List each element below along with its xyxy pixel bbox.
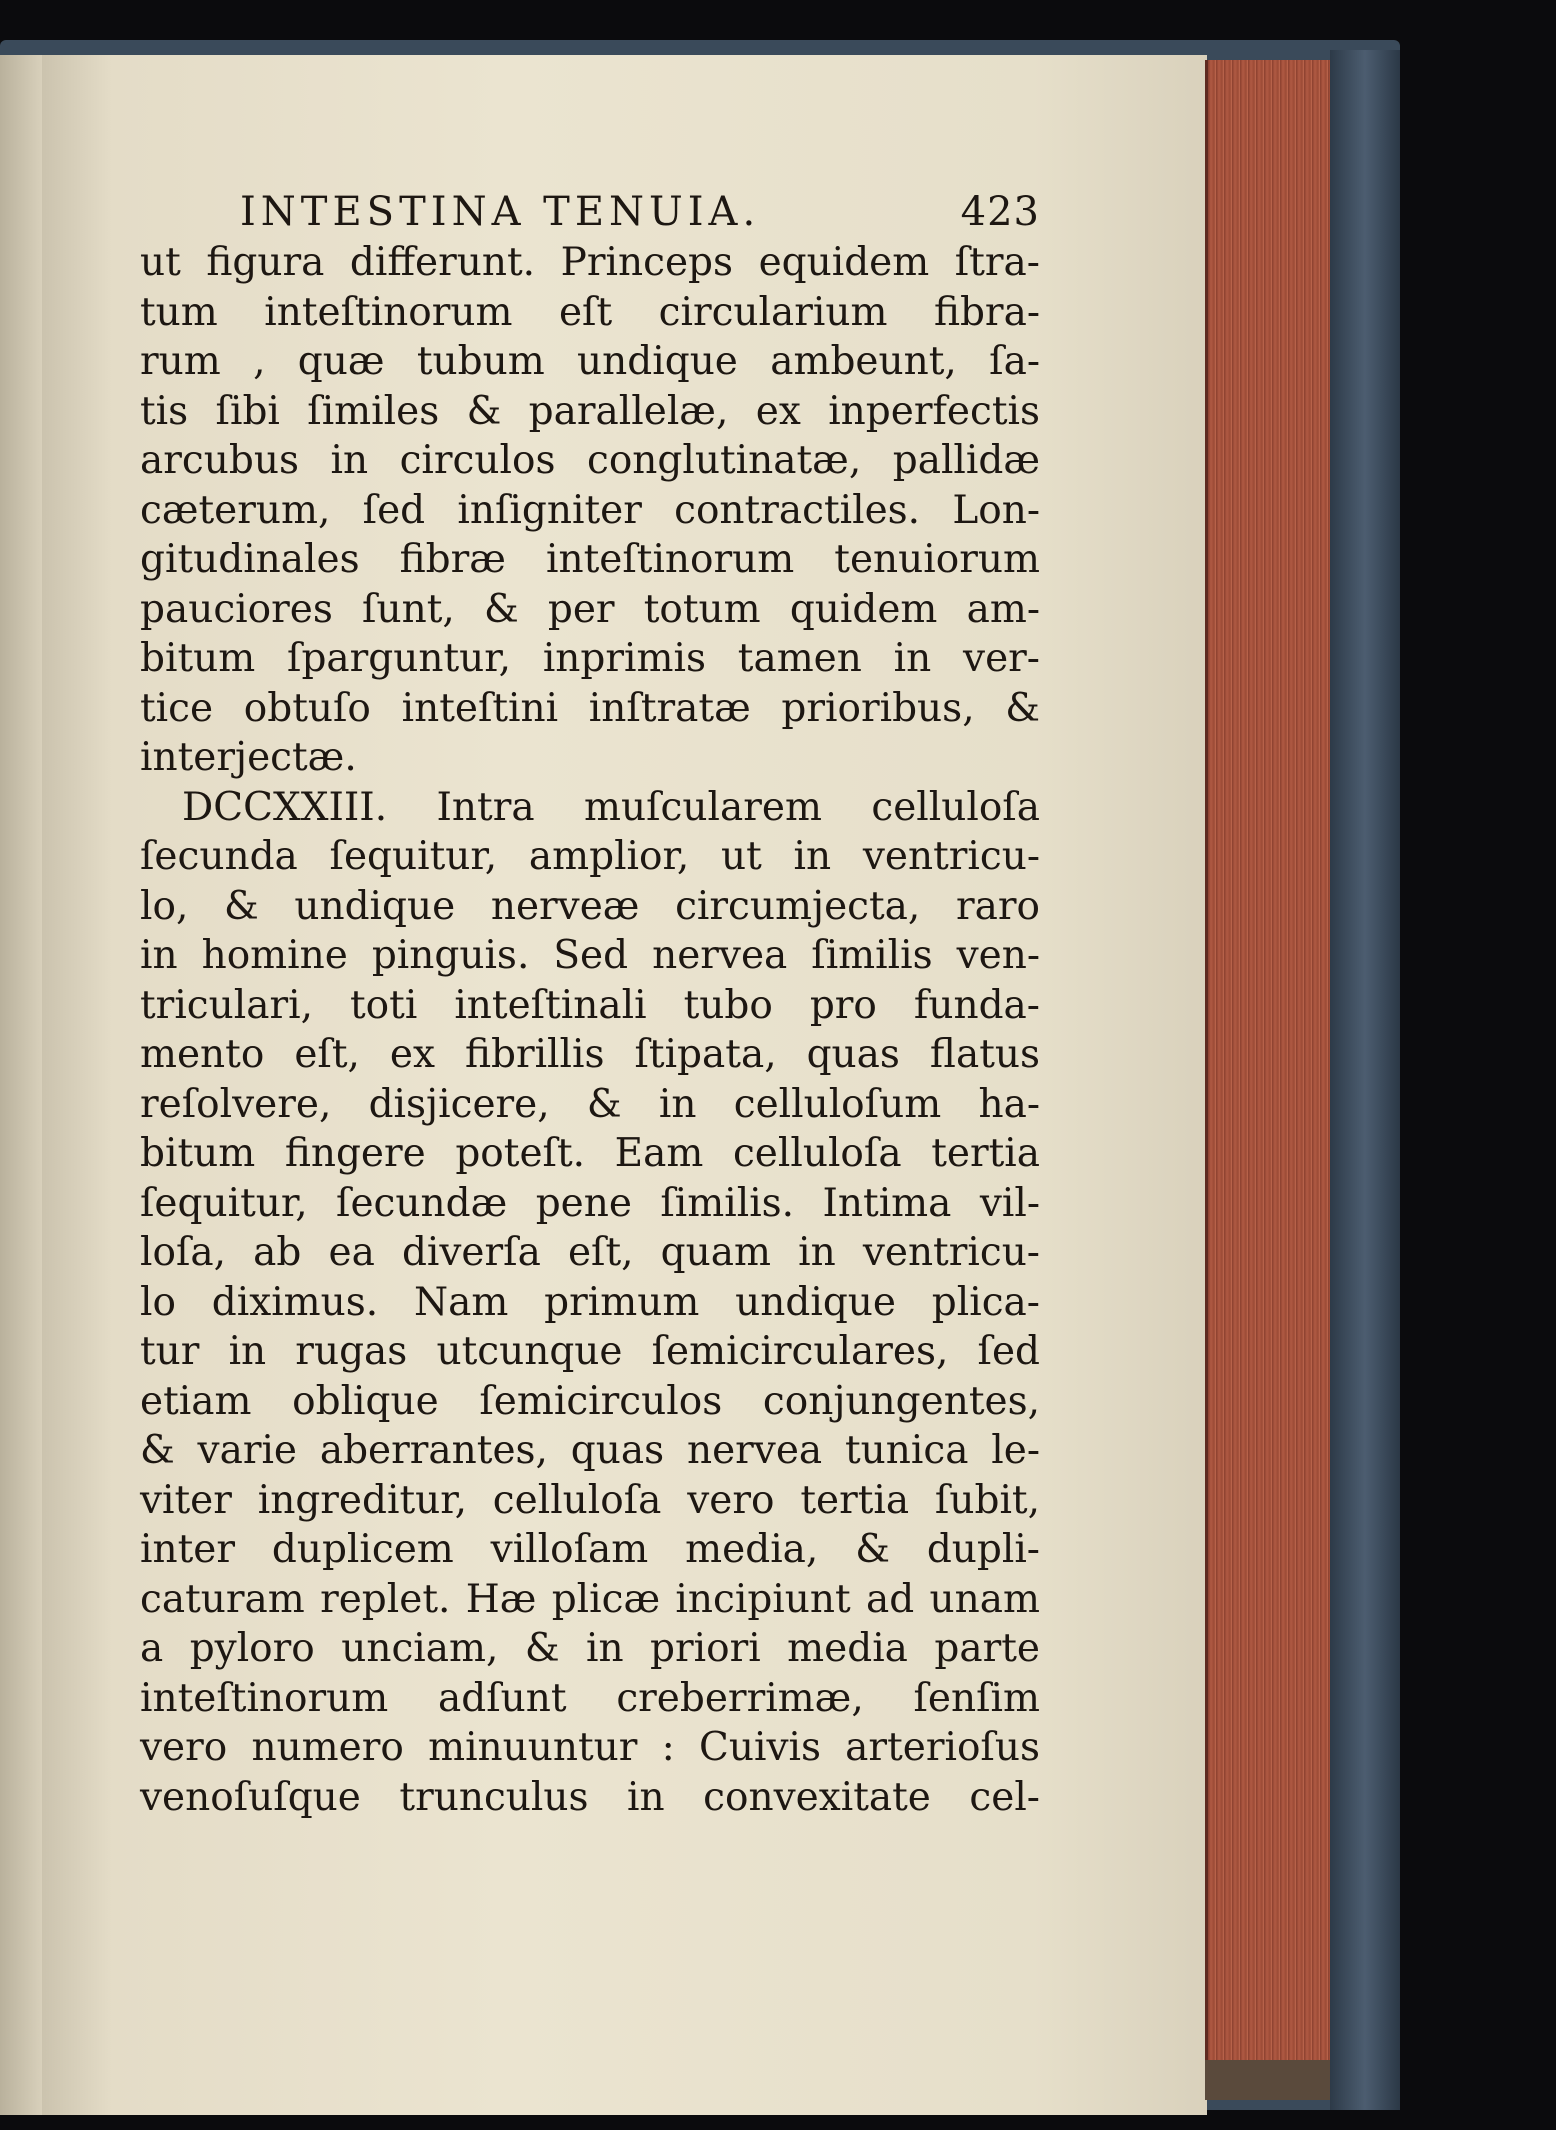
text-line: & varie aberrantes, quas nervea tunica le- [140,1428,1040,1473]
running-title: INTESTINA TENUIA. [240,189,761,235]
text-line: triculari, toti inteſtinali tubo pro funda- [140,982,1040,1028]
page-number: 423 [960,189,1040,235]
text-line: caturam replet. Hæ plicæ incipiunt ad unam [140,1576,1040,1622]
text-line: tis ſibi ſimiles & parallelæ, ex inperfectis [140,388,1040,434]
text-line: viter ingreditur, celluloſa vero tertia ſubit, [140,1477,1040,1523]
section-heading-line: DCCXXIII. Intra muſcularem celluloſa [182,784,1040,830]
text-line: tum inteſtinorum eſt circularium fibra- [140,289,1040,335]
running-header [140,188,1040,238]
text-line: reſolvere, disjicere, & in celluloſum ha- [140,1081,1040,1127]
text-line: rum , quæ tubum undique ambeunt, ſa- [140,339,1040,384]
text-line: arcubus in circulos conglutinatæ, pallidæ [140,438,1040,483]
text-line: etiam oblique ſemicirculos conjungentes, [140,1378,1040,1424]
text-line: cæterum, ſed inſigniter contractiles. Lon- [140,487,1040,533]
text-line: gitudinales fibræ inteſtinorum tenuiorum [140,537,1040,582]
text-line: ut figura differunt. Princeps equidem ſtra- [140,240,1040,285]
page-edges-red [1205,60,1338,2100]
text-line: lo, & undique nerveæ circumjecta, raro [140,883,1040,929]
text-line: loſa, ab ea diverſa eſt, quam in ventricu- [140,1230,1040,1275]
text-line: bitum ſparguntur, inprimis tamen in ver- [140,636,1040,681]
text-line: in homine pinguis. Sed nervea ſimilis ven- [140,933,1040,978]
text-line: interjectæ. [140,735,357,780]
text-line: pauciores ſunt, & per totum quidem am- [140,586,1040,632]
left-page-edge [0,55,42,2115]
text-line: mento eſt, ex fibrillis ſtipata, quas flatus [140,1032,1040,1077]
text-line: venoſuſque trunculus in convexitate cel- [140,1774,1040,1820]
book-board-right [1330,50,1400,2110]
text-line: ſequitur, ſecundæ pene ſimilis. Intima vil- [140,1180,1040,1226]
text-line: ſecunda ſequitur, amplior, ut in ventricu- [140,834,1040,879]
text-line: tice obtuſo inteſtini inſtratæ prioribus, & [140,685,1040,731]
text-block [140,188,1040,1822]
text-line: lo diximus. Nam primum undique plica- [140,1279,1040,1325]
text-line: inter duplicem villoſam media, & dupli- [140,1527,1040,1572]
text-line: inteſtinorum adſunt creberrimæ, ſenſim [140,1675,1040,1721]
text-line: tur in rugas utcunque ſemicirculares, ſed [140,1329,1040,1374]
text-line: bitum fingere poteſt. Eam celluloſa tertia [140,1131,1040,1176]
text-line: a pyloro unciam, & in priori media parte [140,1626,1040,1671]
text-line: vero numero minuuntur : Cuivis arterioſus [140,1725,1040,1770]
